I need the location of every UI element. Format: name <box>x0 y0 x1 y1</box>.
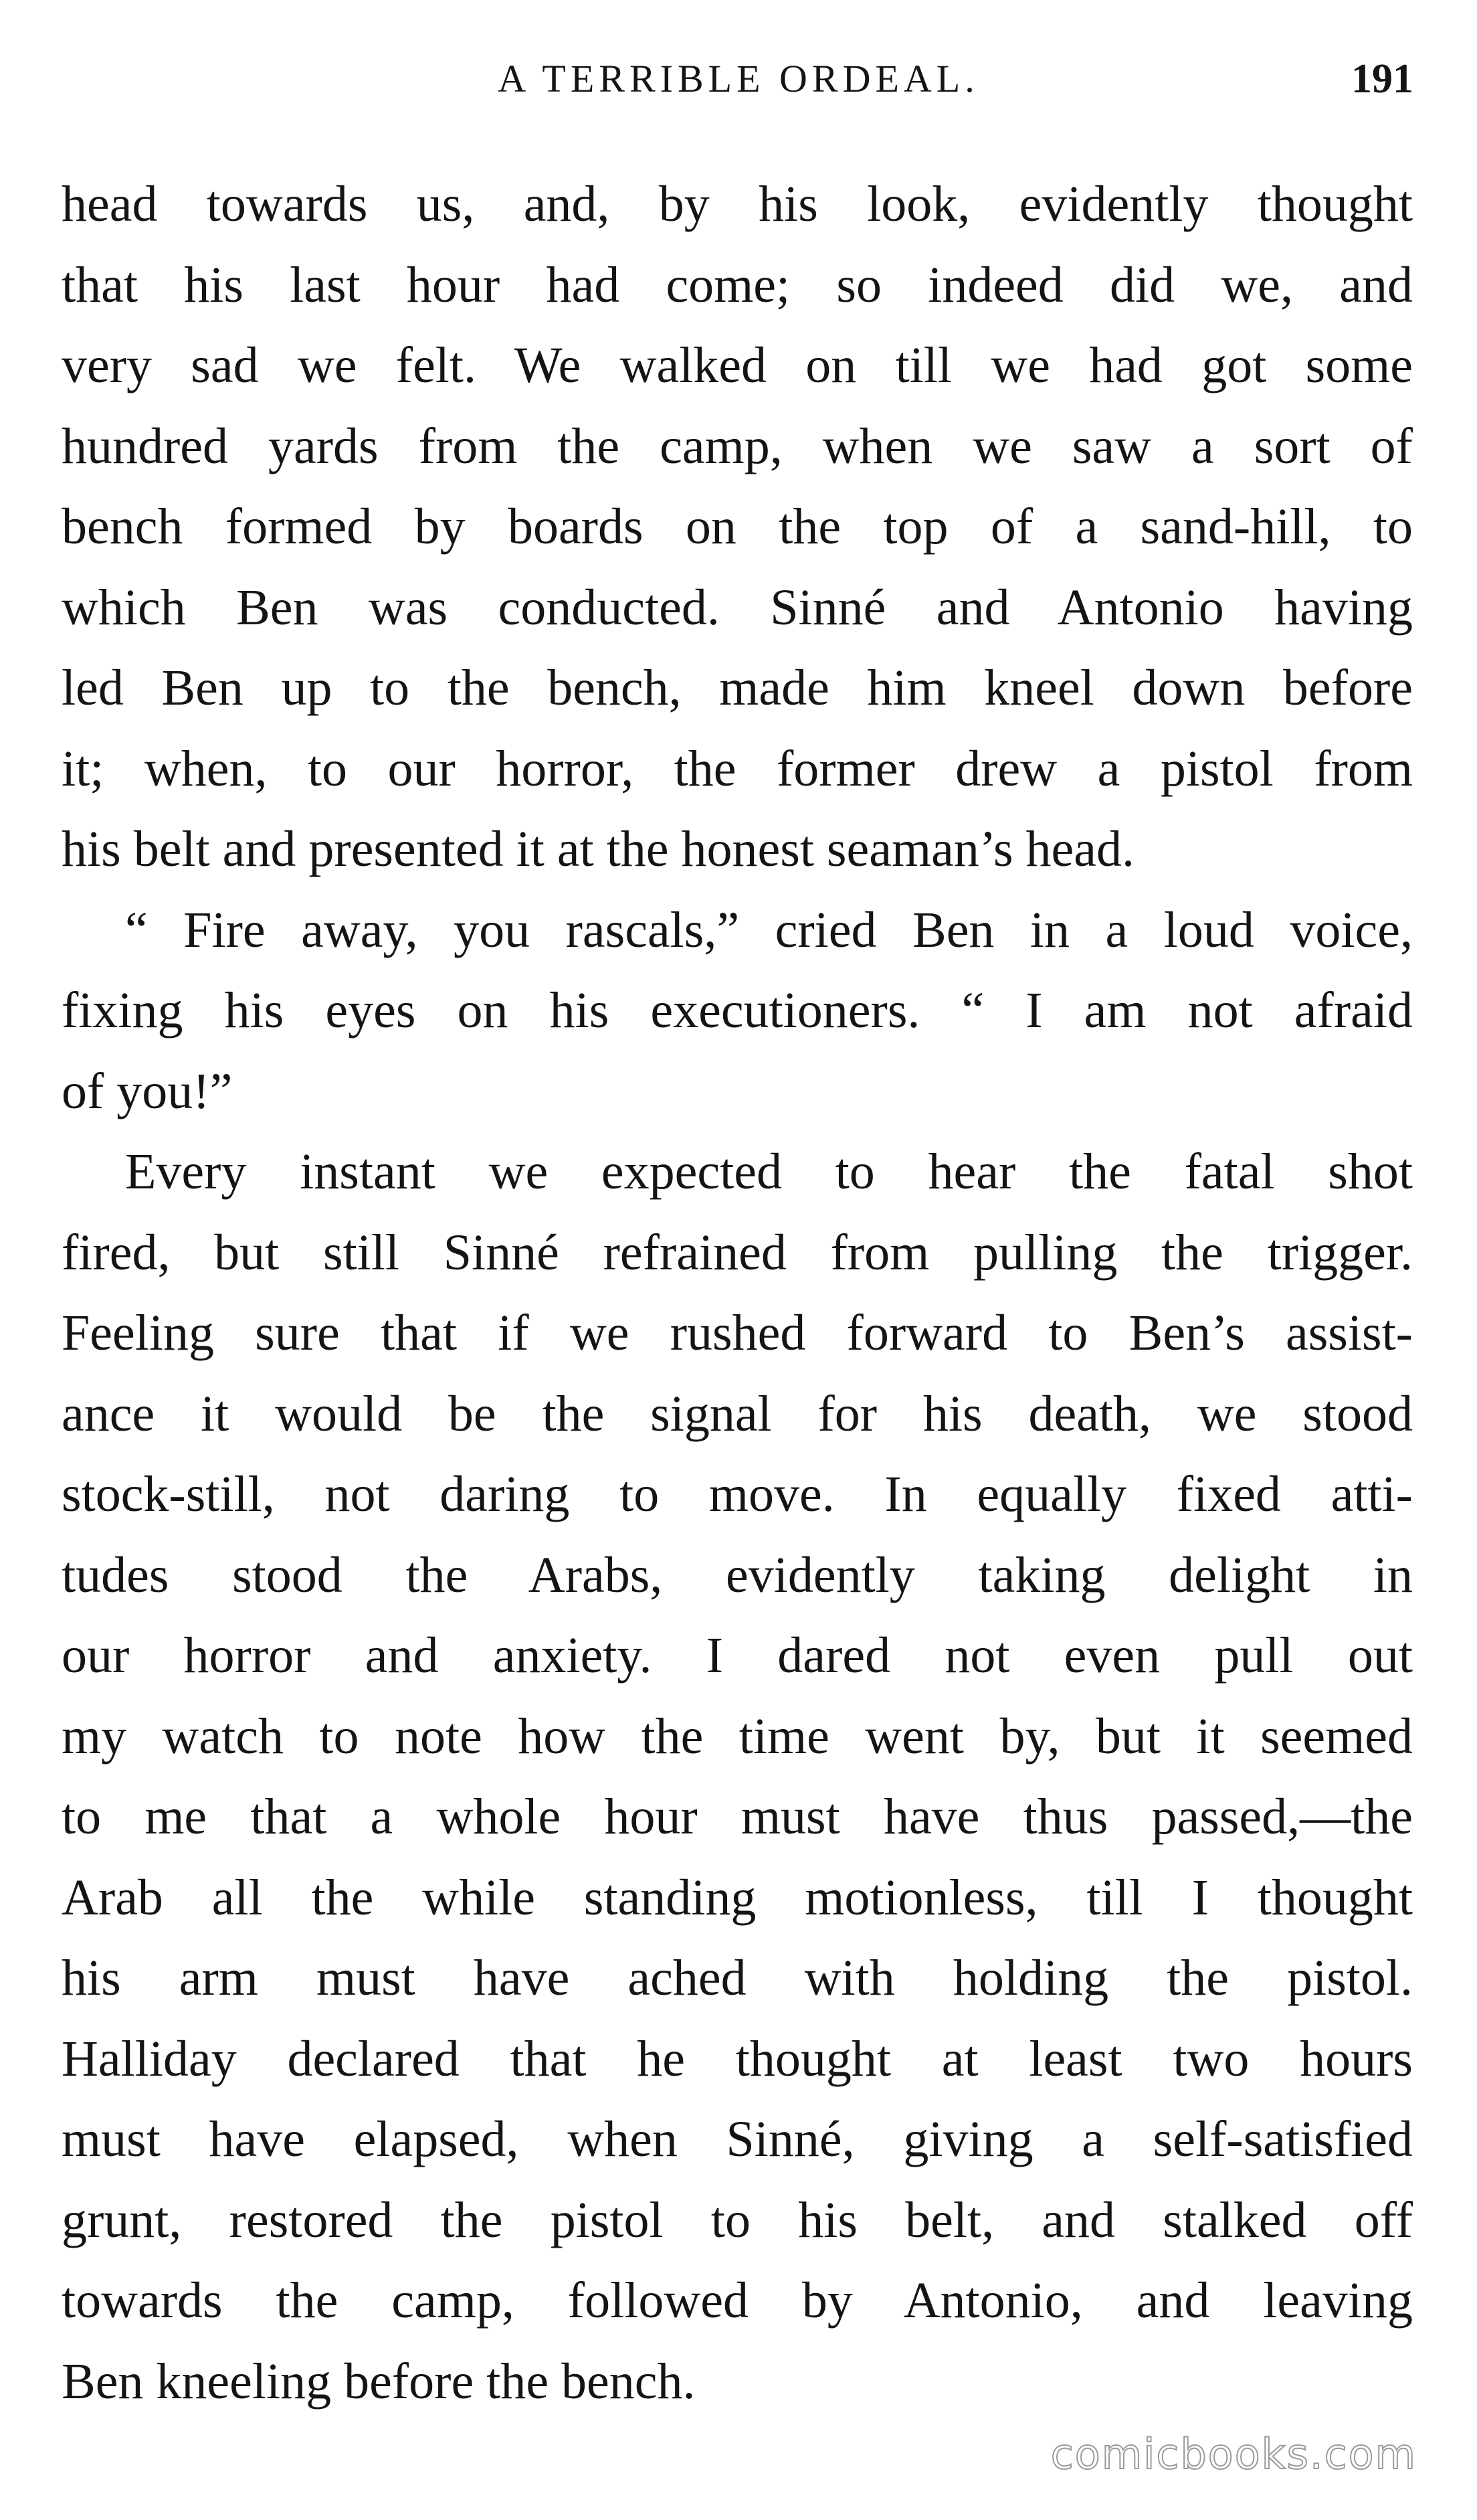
body-text <box>62 164 1413 2422</box>
watermark-logo: comicbooks.com <box>1050 2430 1417 2479</box>
text-line: fired, but still Sinné refrained from pulling the trigger. <box>62 1224 1413 1281</box>
text-line: it; when, to our horror, the former drew a pistol from <box>62 740 1413 797</box>
text-line: tudes stood the Arabs, evidently taking delight in <box>62 1546 1413 1603</box>
text-line: that his last hour had come; so indeed did we, and <box>62 256 1413 313</box>
text-line: ance it would be the signal for his death, we stood <box>62 1385 1413 1442</box>
text-line: Arab all the while standing motionless, till I thought <box>62 1869 1413 1926</box>
text-line: hundred yards from the camp, when we saw a sort of <box>62 418 1413 474</box>
text-line: towards the camp, followed by Antonio, and leaving <box>62 2272 1413 2329</box>
text-line: must have elapsed, when Sinné, giving a self-satisfied <box>62 2111 1413 2167</box>
text-line: to me that a whole hour must have thus passed,—the <box>62 1789 1413 1845</box>
running-title: A TERRIBLE ORDEAL. <box>498 57 979 100</box>
text-line: his arm must have ached with holding the pistol. <box>62 1950 1413 2006</box>
text-line: my watch to note how the time went by, but it seemed <box>62 1708 1413 1765</box>
text-line: Feeling sure that if we rushed forward to Ben’s assist- <box>62 1305 1413 1361</box>
page-number: 191 <box>1351 56 1413 102</box>
text-line: bench formed by boards on the top of a sand-hill, to <box>62 499 1413 555</box>
text-line: very sad we felt. We walked on till we had got some <box>62 337 1413 393</box>
text-line: which Ben was conducted. Sinné and Antonio having <box>62 579 1413 636</box>
text-line: our horror and anxiety. I dared not even pull out <box>62 1627 1413 1684</box>
text-line: Ben kneeling before the bench. <box>62 2353 696 2410</box>
text-line: of you!” <box>62 1063 233 1119</box>
text-line: fixing his eyes on his executioners. “ I am not afraid <box>62 982 1413 1039</box>
text-line: “ Fire away, you rascals,” cried Ben in a loud voice, <box>125 901 1413 958</box>
text-line: Halliday declared that he thought at least two hours <box>62 2030 1413 2087</box>
text-line: grunt, restored the pistol to his belt, and stalked off <box>62 2191 1413 2248</box>
text-line: his belt and presented it at the honest seaman’s head. <box>62 821 1135 877</box>
text-line: Every instant we expected to hear the fatal shot <box>125 1144 1413 1200</box>
text-line: head towards us, and, by his look, evidently thought <box>62 176 1413 232</box>
text-line: stock-still, not daring to move. In equally fixed atti- <box>62 1466 1413 1522</box>
running-head <box>64 52 1413 106</box>
text-line: led Ben up to the bench, made him kneel down before <box>62 660 1413 716</box>
